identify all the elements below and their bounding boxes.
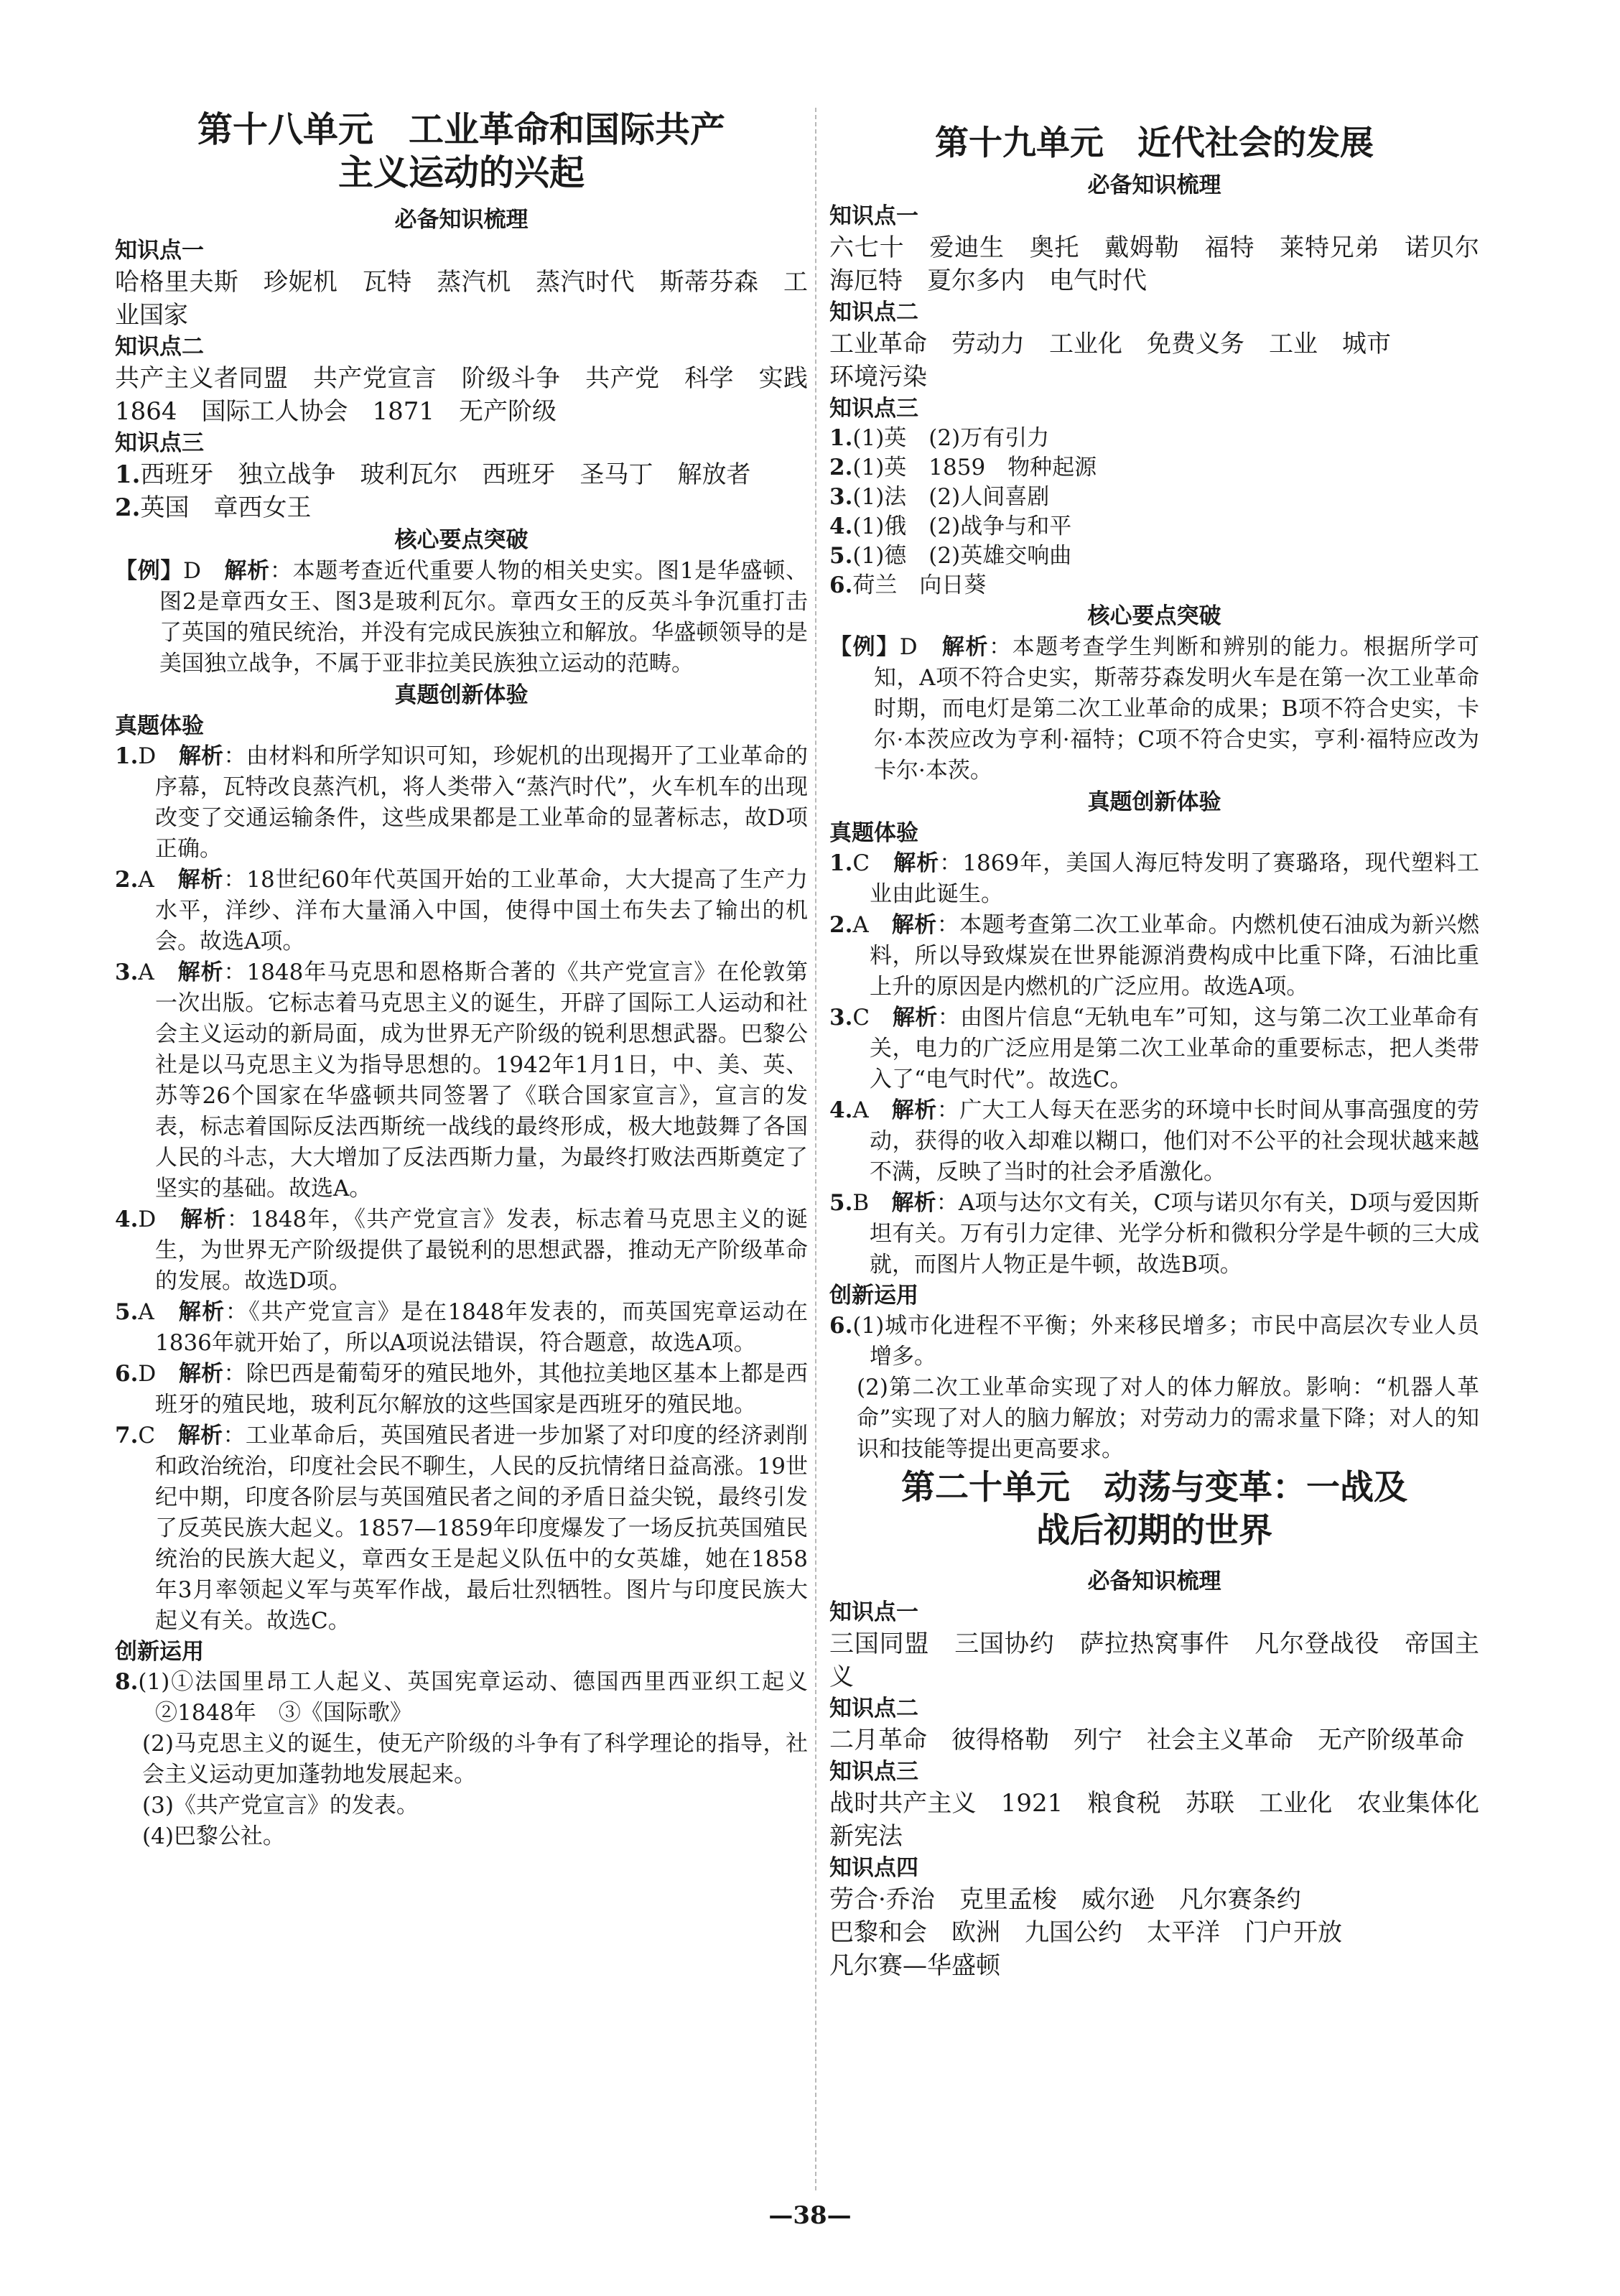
right-column bbox=[829, 108, 1504, 1982]
item-text: 荷兰 向日葵 bbox=[852, 572, 987, 598]
unit-18-title-line2: 主义运动的兴起 bbox=[338, 152, 585, 193]
question-item bbox=[829, 848, 1479, 910]
analysis-label: 解析 bbox=[177, 959, 224, 985]
item-text: ：广大工人每天在恶劣的环境中长时间从事高强度的劳动，获得的收入却难以糊口，他们对不公平的社会现状越来越不满，反映了当时的社会矛盾激化。 bbox=[870, 1097, 1480, 1185]
knowledge-point-answers: 工业革命 劳动力 工业化 免费义务 工业 城市 bbox=[829, 330, 1391, 358]
knowledge-point-heading: 知识点三 bbox=[829, 1759, 918, 1785]
section-title: 必备知识梳理 bbox=[1087, 1568, 1221, 1594]
item-number: 4. bbox=[115, 1207, 139, 1232]
unit-19-title: 第十九单元 近代社会的发展 bbox=[935, 124, 1374, 163]
unit-20-title-line1: 第二十单元 动荡与变革：一战及 bbox=[901, 1468, 1407, 1507]
analysis-label: 解析 bbox=[178, 1299, 225, 1325]
item-answer: B bbox=[852, 1190, 870, 1216]
example-block bbox=[115, 556, 808, 679]
unit-20-title bbox=[829, 1467, 1479, 1553]
example-answer: D bbox=[183, 558, 201, 584]
knowledge-point-heading: 知识点二 bbox=[829, 299, 918, 325]
analysis-label: 解析 bbox=[891, 1190, 936, 1216]
unit-20-title-line2: 战后初期的世界 bbox=[1036, 1511, 1272, 1551]
item-number: 3. bbox=[829, 1005, 853, 1031]
item-number: 2. bbox=[829, 912, 853, 938]
section-title: 必备知识梳理 bbox=[394, 207, 529, 233]
item-text: ：由图片信息“无轨电车”可知，这与第二次工业革命有关，电力的广泛应用是第二次工业革命的重要标志，把人类带入了“电气时代”。故选C。 bbox=[870, 1005, 1480, 1092]
analysis-label: 解析 bbox=[177, 867, 224, 893]
question-item bbox=[829, 1095, 1479, 1188]
analysis-label: 解析 bbox=[178, 1361, 224, 1387]
item-text: ：《共产党宣言》是在1848年发表的，而英国宪章运动在1836年就开始了，所以A项说法错误，符合题意，故选A项。 bbox=[155, 1299, 809, 1356]
question-item bbox=[115, 865, 808, 957]
list-item bbox=[829, 424, 1479, 453]
item-number: 1. bbox=[115, 460, 141, 489]
item-answer: D bbox=[138, 743, 157, 769]
item-text: ：本题考查第二次工业革命。内燃机使石油成为新兴燃料，所以导致煤炭在世界能源消费构成中比重下降，石油比重上升的原因是内燃机的广泛应用。故选A项。 bbox=[870, 912, 1480, 1000]
subsection-heading: 创新运用 bbox=[115, 1639, 204, 1665]
example-text: ：本题考查学生判断和辨别的能力。根据所学可知，A项不符合史实，斯蒂芬森发明火车是在第一次工业革命时期，而电灯是第二次工业革命的成果；B项不符合史实，卡尔·本茨应改为亨利·福特；C项不符合史实，亨利·福特应改为卡尔·本茨。 bbox=[874, 634, 1480, 784]
unit-18-title bbox=[115, 108, 808, 194]
example-label: 【例】 bbox=[115, 558, 184, 584]
item-answer: C bbox=[852, 1005, 870, 1031]
item-text: ：除巴西是葡萄牙的殖民地外，其他拉美地区基本上都是西班牙的殖民地，玻利瓦尔解放的这些国家是西班牙的殖民地。 bbox=[155, 1361, 809, 1418]
question-item bbox=[829, 910, 1479, 1003]
item-text: ：1869年，美国人海厄特发明了赛璐珞，现代塑料工业由此诞生。 bbox=[870, 850, 1480, 907]
section-title: 必备知识梳理 bbox=[1087, 172, 1221, 198]
knowledge-point-answers: 战时共产主义 1921 粮食税 苏联 工业化 农业集体化 新宪法 bbox=[829, 1789, 1504, 1851]
subsection-heading: 真题体验 bbox=[115, 713, 204, 739]
knowledge-point-heading: 知识点四 bbox=[829, 1855, 918, 1881]
subsection-heading: 真题体验 bbox=[829, 820, 918, 846]
list-item bbox=[829, 483, 1479, 512]
knowledge-point-answers: 凡尔赛—华盛顿 bbox=[829, 1951, 1000, 1980]
analysis-label: 解析 bbox=[893, 850, 940, 876]
unit-18-title-line1: 第十八单元 工业革命和国际共产 bbox=[197, 108, 725, 150]
knowledge-point-answers: 二月革命 彼得格勒 列宁 社会主义革命 无产阶级革命 bbox=[829, 1726, 1464, 1754]
item-text: ：A项与达尔文有关，C项与诺贝尔有关，D项与爱因斯坦有关。万有引力定律、光学分析和微积分学是牛顿的三大成就，而图片人物正是牛顿，故选B项。 bbox=[870, 1190, 1479, 1278]
item-number: 4. bbox=[829, 513, 853, 539]
item-text: ：18世纪60年代英国开始的工业革命，大大提高了生产力水平，洋纱、洋布大量涌入中国，使得中国土布失去了输出的机会。故选A项。 bbox=[155, 867, 809, 954]
knowledge-point-heading: 知识点三 bbox=[115, 430, 204, 456]
sub-answer: (2)第二次工业革命实现了对人的体力解放。影响：“机器人革命”实现了对人的脑力解放；对劳动力的需求量下降；对人的知识和技能等提出更高要求。 bbox=[857, 1375, 1479, 1462]
item-answer: D bbox=[138, 1207, 157, 1232]
item-text: 英国 章西女王 bbox=[140, 493, 312, 522]
list-item bbox=[829, 512, 1479, 542]
knowledge-point-answers: 共产主义者同盟 共产党宣言 阶级斗争 共产党 科学 实践 1864 国际工人协会 1871 无产阶级 bbox=[115, 364, 832, 426]
question-item bbox=[115, 741, 808, 865]
list-item bbox=[829, 571, 1479, 600]
subsection-heading: 创新运用 bbox=[829, 1283, 918, 1309]
item-number: 8. bbox=[115, 1669, 139, 1695]
item-answer: A bbox=[138, 959, 154, 985]
item-text: ：1848年，《共产党宣言》发表，标志着马克思主义的诞生，为世界无产阶级提供了最锐利的思想武器，推动无产阶级革命的发展。故选D项。 bbox=[155, 1207, 809, 1294]
item-number: 3. bbox=[115, 959, 139, 985]
example-block bbox=[829, 632, 1479, 786]
item-text: (1)英 1859 物种起源 bbox=[852, 455, 1097, 480]
item-number: 5. bbox=[829, 1190, 853, 1216]
analysis-label: 解析 bbox=[224, 558, 270, 584]
page-number: —38— bbox=[768, 2201, 852, 2230]
item-number: 6. bbox=[115, 1361, 139, 1387]
example-label: 【例】 bbox=[829, 634, 900, 660]
question-item bbox=[829, 1188, 1479, 1281]
item-answer: D bbox=[138, 1361, 157, 1387]
item-text: (1)法 (2)人间喜剧 bbox=[852, 484, 1050, 510]
analysis-label: 解析 bbox=[891, 1097, 937, 1123]
item-number: 2. bbox=[115, 867, 139, 893]
analysis-label: 解析 bbox=[941, 634, 990, 660]
item-answer: A bbox=[852, 1097, 869, 1123]
question-item bbox=[115, 1297, 808, 1359]
section-title: 真题创新体验 bbox=[1087, 789, 1221, 815]
question-item bbox=[115, 1204, 808, 1297]
item-number: 5. bbox=[829, 543, 853, 569]
item-number: 7. bbox=[115, 1423, 139, 1449]
knowledge-point-answers: 哈格里夫斯 珍妮机 瓦特 蒸汽机 蒸汽时代 斯蒂芬森 工业国家 bbox=[115, 268, 808, 330]
item-number: 1. bbox=[829, 850, 853, 876]
example-answer: D bbox=[899, 634, 918, 660]
analysis-label: 解析 bbox=[180, 1207, 227, 1232]
question-item bbox=[829, 1311, 1479, 1372]
list-item bbox=[829, 542, 1479, 571]
list-item bbox=[115, 458, 808, 491]
item-text: 西班牙 独立战争 玻利瓦尔 西班牙 圣马丁 解放者 bbox=[140, 460, 751, 489]
sub-answer: (2)马克思主义的诞生，使无产阶级的斗争有了科学理论的指导，社会主义运动更加蓬勃地发展起来。 bbox=[142, 1731, 808, 1788]
knowledge-point-answers: 三国同盟 三国协约 萨拉热窝事件 凡尔登战役 帝国主义 bbox=[829, 1630, 1479, 1691]
knowledge-point-answers: 巴黎和会 欧洲 九国公约 太平洋 门户开放 bbox=[829, 1918, 1342, 1947]
question-item bbox=[829, 1003, 1479, 1095]
item-text: ：由材料和所学知识可知，珍妮机的出现揭开了工业革命的序幕，瓦特改良蒸汽机，将人类带入“蒸汽时代”，火车机车的出现改变了交通运输条件，这些成果都是工业革命的显著标志，故D项正确。 bbox=[155, 743, 809, 862]
knowledge-point-answers: 环境污染 bbox=[829, 363, 927, 391]
section-title: 真题创新体验 bbox=[394, 682, 529, 708]
question-item bbox=[115, 1421, 808, 1637]
knowledge-point-answers: 六七十 爱迪生 奥托 戴姆勒 福特 莱特兄弟 诺贝尔 海厄特 夏尔多内 电气时代 bbox=[829, 233, 1504, 295]
item-answer: C bbox=[138, 1423, 156, 1449]
analysis-label: 解析 bbox=[891, 912, 937, 938]
knowledge-point-heading: 知识点三 bbox=[829, 396, 918, 422]
column-divider bbox=[815, 108, 816, 2190]
knowledge-point-heading: 知识点一 bbox=[115, 238, 204, 264]
left-column bbox=[115, 108, 832, 1852]
knowledge-point-heading: 知识点一 bbox=[829, 203, 918, 229]
item-answer: A bbox=[138, 1299, 154, 1325]
item-number: 4. bbox=[829, 1097, 853, 1123]
item-number: 1. bbox=[829, 425, 853, 451]
item-text: ：1848年马克思和恩格斯合著的《共产党宣言》在伦敦第一次出版。它标志着马克思主义的诞生，开辟了国际工人运动和社会主义运动的新局面，成为世界无产阶级的锐利思想武器。巴黎公社是以马克思主义为指导思想的。1942年1月1日，中、美、英、苏等26个国家在华盛顿共同签署了《联合国家宣言》，宣言的发表，标志着国际反法西斯统一战线的最终形成，极大地鼓舞了各国人民的斗志，大大增加了反法西斯力量，为最终打败法西斯奠定了坚实的基础。故选A。 bbox=[155, 959, 809, 1202]
knowledge-point-heading: 知识点一 bbox=[829, 1599, 918, 1625]
analysis-label: 解析 bbox=[177, 1423, 223, 1449]
item-number: 5. bbox=[115, 1299, 139, 1325]
item-text: (1)城市化进程不平衡；外来移民增多；市民中高层次专业人员增多。 bbox=[852, 1313, 1479, 1370]
analysis-label: 解析 bbox=[178, 743, 224, 769]
item-text: (1)俄 (2)战争与和平 bbox=[852, 513, 1072, 539]
example-text: ：本题考查近代重要人物的相关史实。图1是华盛顿、图2是章西女王、图3是玻利瓦尔。章西女王的反英斗争沉重打击了英国的殖民统治，并没有完成民族独立和解放。华盛顿领导的是美国独立战争，不属于亚非拉美民族独立运动的范畴。 bbox=[159, 558, 809, 677]
knowledge-point-heading: 知识点二 bbox=[115, 334, 204, 360]
question-item bbox=[115, 1359, 808, 1421]
item-text: (1)①法国里昂工人起义、英国宪章运动、德国西里西亚织工起义 ②1848年 ③《国际歌》 bbox=[138, 1669, 830, 1726]
knowledge-point-heading: 知识点二 bbox=[829, 1696, 918, 1721]
sub-answer: (4)巴黎公社。 bbox=[142, 1823, 285, 1849]
list-item bbox=[115, 491, 808, 524]
item-number: 2. bbox=[829, 455, 853, 480]
item-number: 1. bbox=[115, 743, 139, 769]
item-answer: A bbox=[138, 867, 154, 893]
item-text: (1)德 (2)英雄交响曲 bbox=[852, 543, 1072, 569]
item-number: 6. bbox=[829, 1313, 853, 1339]
knowledge-point-answers: 劳合·乔治 克里孟梭 威尔逊 凡尔赛条约 bbox=[829, 1885, 1301, 1914]
section-title: 核心要点突破 bbox=[394, 527, 529, 553]
question-item bbox=[115, 1667, 830, 1729]
item-text: ：工业革命后，英国殖民者进一步加紧了对印度的经济剥削和政治统治，印度社会民不聊生，人民的反抗情绪日益高涨。19世纪中期，印度各阶层与英国殖民者之间的矛盾日益尖锐，最终引发了反英民族大起义。1857—1859年印度爆发了一场反抗英国殖民统治的民族大起义，章西女王是起义队伍中的女英雄，她在1858年3月率领起义军与英军作战，最后壮烈牺牲。图片与印度民族大起义有关。故选C。 bbox=[155, 1423, 809, 1634]
item-number: 6. bbox=[829, 572, 853, 598]
list-item bbox=[829, 453, 1479, 483]
section-title: 核心要点突破 bbox=[1087, 603, 1221, 629]
item-number: 3. bbox=[829, 484, 853, 510]
sub-answer: (3)《共产党宣言》的发表。 bbox=[142, 1793, 419, 1818]
analysis-label: 解析 bbox=[892, 1005, 938, 1031]
item-text: (1)英 (2)万有引力 bbox=[852, 425, 1050, 451]
item-answer: A bbox=[852, 912, 869, 938]
item-answer: C bbox=[852, 850, 870, 876]
question-item bbox=[115, 957, 808, 1204]
item-number: 2. bbox=[115, 493, 141, 522]
